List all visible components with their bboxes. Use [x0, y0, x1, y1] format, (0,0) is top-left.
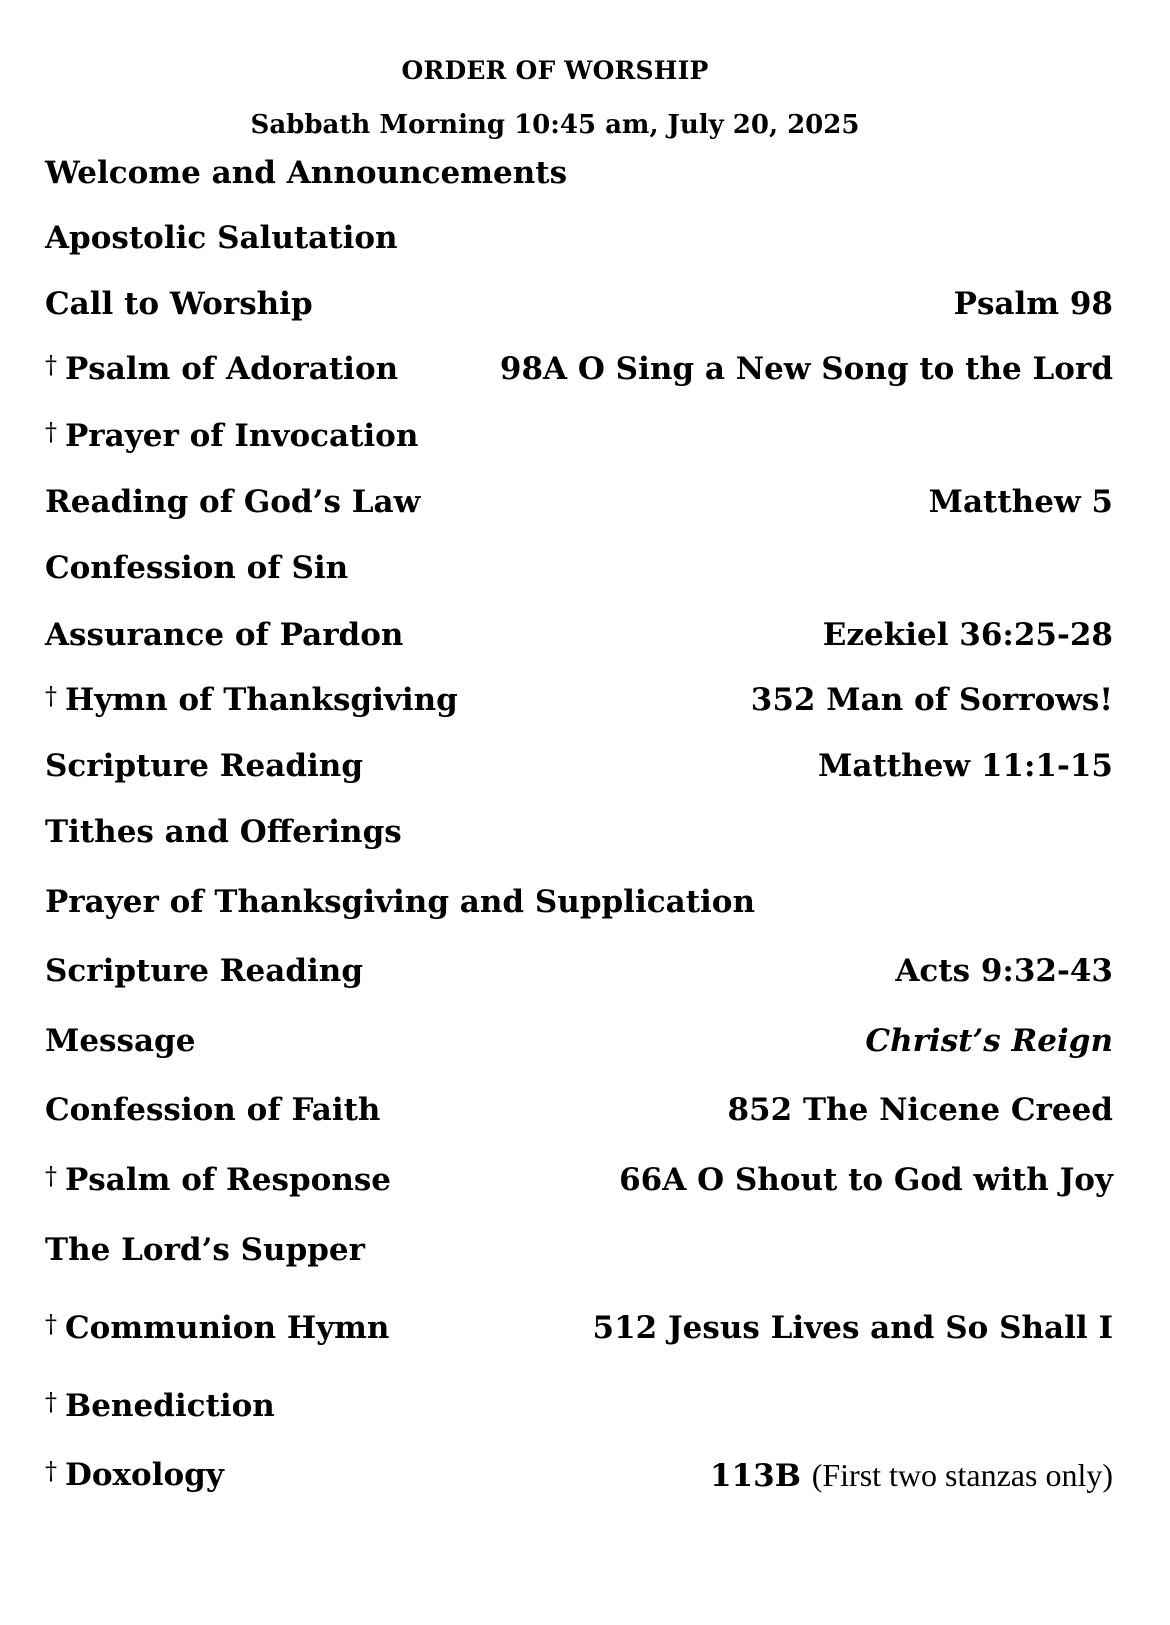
item-label: Call to Worship — [45, 286, 313, 322]
item-label: Confession of Faith — [45, 1092, 381, 1128]
item-detail: 512 Jesus Lives and So Shall I — [592, 1310, 1113, 1346]
list-item — [45, 216, 1113, 260]
item-detail: Psalm 98 — [953, 286, 1113, 322]
list-item — [45, 1019, 1113, 1063]
item-detail: 66A O Shout to God with Joy — [619, 1162, 1113, 1198]
item-detail: 852 The Nicene Creed — [727, 1092, 1113, 1128]
list-item — [45, 546, 1113, 590]
item-detail: 98A O Sing a New Song to the Lord — [499, 351, 1113, 387]
list-item — [45, 1088, 1113, 1132]
item-label: Scripture Reading — [45, 953, 363, 989]
item-detail: Matthew 5 — [928, 484, 1113, 520]
list-item — [45, 480, 1113, 524]
dagger-icon: † — [45, 1388, 57, 1416]
item-detail: Ezekiel 36:25-28 — [822, 617, 1113, 653]
list-item — [45, 1158, 1113, 1202]
item-label: The Lord’s Supper — [45, 1232, 365, 1268]
list-item — [45, 949, 1113, 993]
item-detail: Acts 9:32-43 — [895, 953, 1113, 989]
list-item — [45, 347, 1113, 391]
list-item — [45, 744, 1113, 788]
item-label: Message — [45, 1023, 196, 1059]
item-label: Doxology — [65, 1457, 224, 1493]
dagger-icon: † — [45, 418, 57, 446]
list-item — [45, 1306, 1113, 1350]
list-item — [45, 1453, 1113, 1497]
item-label: Psalm of Response — [65, 1162, 392, 1198]
item-label: Apostolic Salutation — [45, 220, 398, 256]
item-label: Confession of Sin — [45, 550, 349, 586]
item-label: Communion Hymn — [65, 1310, 390, 1346]
list-item — [45, 1384, 1113, 1428]
item-label: Hymn of Thanksgiving — [65, 682, 458, 718]
list-item — [45, 151, 1113, 195]
dagger-icon: † — [45, 1457, 57, 1485]
page-title: ORDER OF WORSHIP — [401, 56, 709, 85]
list-item — [45, 414, 1113, 458]
item-label: Benediction — [65, 1388, 275, 1424]
item-label: Reading of God’s Law — [45, 484, 421, 520]
sermon-title: Christ’s Reign — [865, 1023, 1113, 1059]
item-label: Welcome and Announcements — [45, 155, 568, 191]
item-label: Psalm of Adoration — [65, 351, 399, 387]
dagger-icon: † — [45, 351, 57, 379]
item-label: Prayer of Invocation — [65, 418, 419, 454]
item-label: Tithes and Offerings — [45, 814, 402, 850]
list-item — [45, 613, 1113, 657]
item-label: Prayer of Thanksgiving and Supplication — [45, 884, 756, 920]
list-item — [45, 810, 1113, 854]
dagger-icon: † — [45, 1162, 57, 1190]
item-detail-note: (First two stanzas only) — [811, 1457, 1113, 1493]
item-detail: Matthew 11:1-15 — [818, 748, 1113, 784]
service-time: Sabbath Morning 10:45 am, July 20, 2025 — [250, 110, 860, 140]
item-label: Assurance of Pardon — [45, 617, 404, 653]
item-detail: 352 Man of Sorrows! — [750, 682, 1113, 718]
list-item — [45, 1228, 1113, 1272]
list-item — [45, 880, 1113, 924]
dagger-icon: † — [45, 1310, 57, 1338]
item-label: Scripture Reading — [45, 748, 363, 784]
dagger-icon: † — [45, 682, 57, 710]
list-item — [45, 678, 1113, 722]
item-detail: 113B — [709, 1458, 801, 1494]
list-item — [45, 282, 1113, 326]
